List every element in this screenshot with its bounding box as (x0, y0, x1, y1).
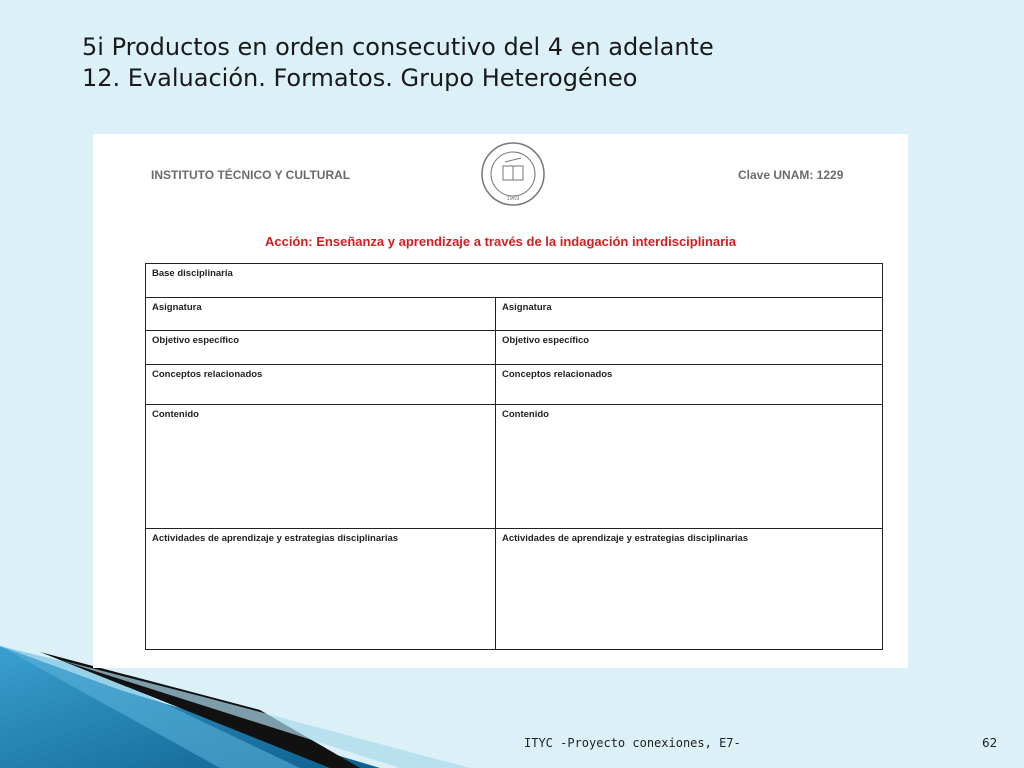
actividades-right-field: Actividades de aprendizaje y estrategias disciplinarias (502, 533, 749, 544)
table-row (146, 364, 882, 404)
objetivo-right-field: Objetivo específico (502, 335, 590, 346)
contenido-left-field: Contenido (146, 405, 496, 528)
institution-name: INSTITUTO TÉCNICO Y CULTURAL (151, 168, 351, 182)
svg-text:1969: 1969 (506, 196, 520, 202)
institution-seal-icon (479, 140, 547, 208)
evaluation-form-table (145, 263, 883, 650)
format-document (93, 134, 908, 668)
asignatura-left-field: Asignatura (146, 298, 496, 330)
objetivo-left-field: Objetivo específico (146, 331, 496, 364)
slide-title-line-1: 5i Productos en orden consecutivo del 4 en adelante (82, 33, 714, 61)
asignatura-right-field: Asignatura (502, 302, 552, 313)
slide-title (82, 32, 714, 94)
base-disciplinaria-field: Base disciplinaria (152, 268, 233, 279)
conceptos-left-field: Conceptos relacionados (146, 365, 496, 404)
table-row (146, 264, 882, 297)
table-row (146, 330, 882, 364)
document-header (93, 134, 908, 224)
accion-title: Acción: Enseñanza y aprendizaje a través de la indagación interdisciplinaria (264, 234, 737, 249)
table-row (146, 404, 882, 528)
contenido-right-field: Contenido (502, 409, 549, 420)
actividades-left-field: Actividades de aprendizaje y estrategias disciplinarias (146, 529, 496, 649)
slide-title-line-2: 12. Evaluación. Formatos. Grupo Heterogéneo (82, 64, 638, 92)
footer-text: ITYC -Proyecto conexiones, E7- (524, 736, 741, 750)
page-number: 62 (982, 736, 998, 750)
table-row (146, 297, 882, 330)
clave-unam: Clave UNAM: 1229 (738, 168, 844, 182)
conceptos-right-field: Conceptos relacionados (502, 369, 613, 380)
table-row (146, 528, 882, 649)
